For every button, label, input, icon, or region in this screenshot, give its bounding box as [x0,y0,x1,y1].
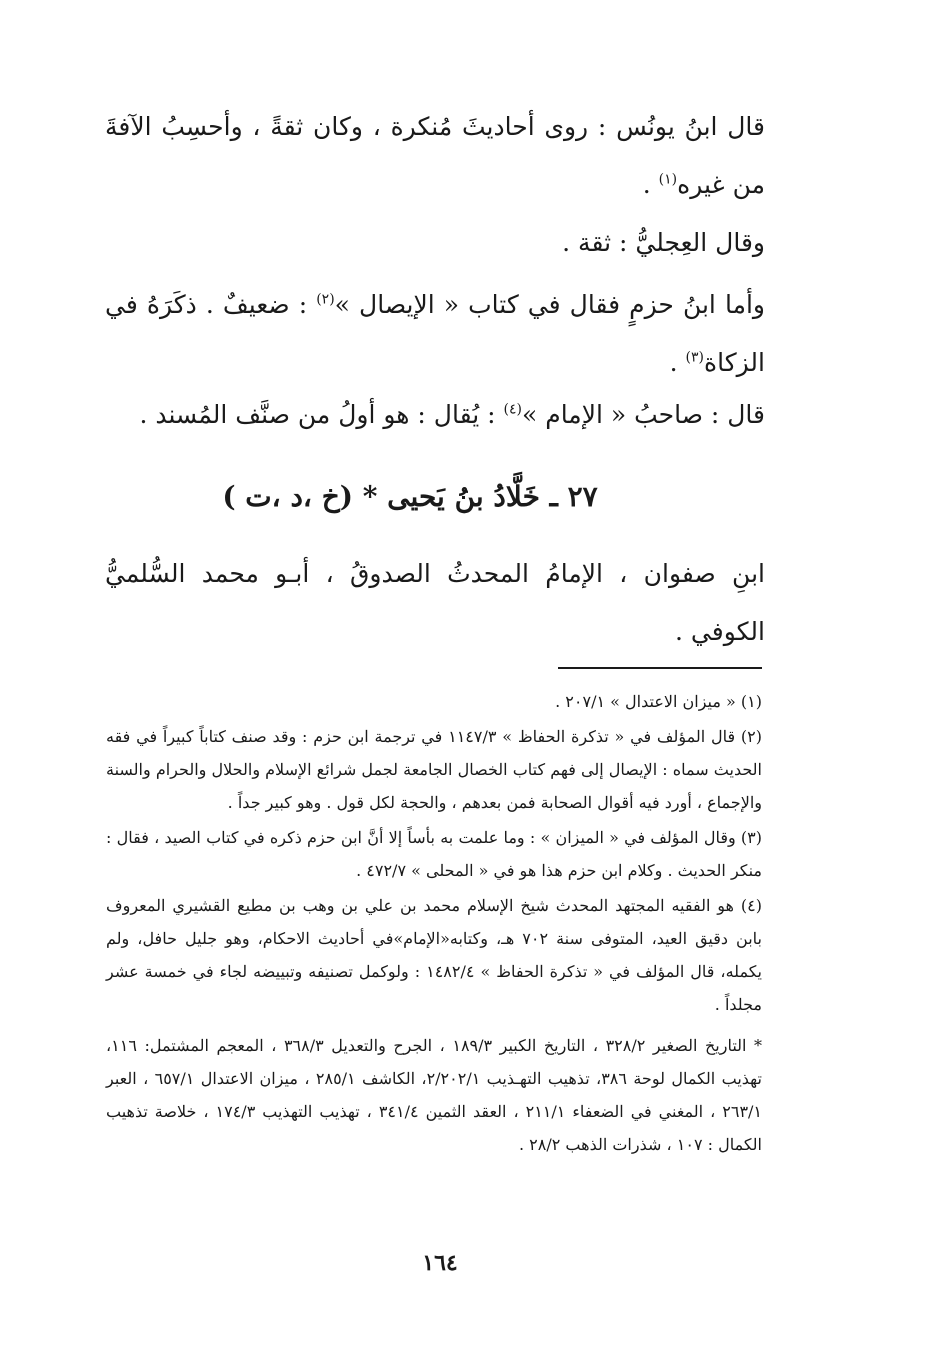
footnote-3: (٣) وقال المؤلف في « الميزان » : وما علمت به بأساً إلا أنَّ ابن حزم ذكره في كتاب الصيد ، فقال : منكر الحديث . وكلام ابن حزم هذا هو في « المحلى » ٤٧٢/٧ . [106,828,762,880]
footnote-2: (٢) قال المؤلف في « تذكرة الحفاظ » ١١٤٧/٣ في ترجمة ابن حزم : وقد صنف كتاباً كبيراً في فقه الحديث سماه : الإيصال إلى فهم كتاب الخصال الجامعة لجمل شرائع الإسلام والحلال والحرام والسنة والإجماع ، أورد فيه أقوال الصحابة فمن بعدهم ، والحجة لكل قول . وهو كبير جداً . [106,727,762,812]
paragraph-ijli: وقال العِجليُّ : ثقة . [562,228,765,257]
paragraph-text: قال ابنُ يونُس : روى أحاديثَ مُنكرة ، وكان ثقةً ، وأحسِبُ الآفةَ من غيره [105,112,765,199]
footnotes-section [106,685,762,1163]
paragraph-ibn-yunus [105,98,765,214]
paragraph-imam [105,386,765,444]
paragraph-text: قال : صاحبُ « الإمام » [521,400,765,429]
footnote-4: (٤) هو الفقيه المجتهد المحدث شيخ الإسلام محمد بن علي بن وهب بن مطيع القشيري المعروف بابن دقيق العيد، المتوفى سنة ٧٠٢ هـ، وكتابه«الإمام»في أحاديث الاحكام، وهو جليل حافل، ولم يكمله، قال المؤلف في « تذكرة الحفاظ » ١٤٨٢/٤ : ولوكمل تصنيفه وتبييضه لجاء في خمسة عشر مجلداً . [106,896,762,1014]
page-number [0,1250,940,1276]
paragraph-entry-body: ابنِ صفوان ، الإمامُ المحدثُ الصدوقُ ، أبـو محمد السُّلميُّ الكوفي . [105,559,765,646]
sources-list: * التاريخ الصغير ٣٢٨/٢ ، التاريخ الكبير ١٨٩/٣ ، الجرح والتعديل ٣٦٨/٣ ، المعجم المشتمل: ١١٦، تهذيب الكمال لوحة ٣٨٦، تذهيب التهـذيب ٢/٢٠٢/١، الكاشف ٢٨٥/١ ، ميزان الاعتدال ٦٥٧/١ ، العبر ٢٦٣/١ ، المغني في الضعفاء ٢١١/١ ، العقد الثمين ٣٤١/٤ ، تهذيب التهذيب ١٧٤/٣ ، خلاصة تذهيب الكمال : ١٠٧ ، شذرات الذهب ٢٨/٢ . [106,1036,763,1154]
paragraph-text: : يُقال : هو أولُ من صنَّف المُسند . [139,400,504,429]
footnote-ref-1[interactable]: (١) [658,171,678,188]
entry-heading-text: ٢٧ ـ خَلَّادُ بنُ يَحيى * (خ ،د ،ت ) [222,480,598,513]
footnote-ref-4[interactable]: (٤) [503,401,522,418]
footnote-ref-3[interactable]: (٣) [685,349,705,366]
paragraph-end: . [669,348,686,377]
paragraph-text: : ضعيفٌ . ذكَرَهُ في الزكاة [105,290,765,377]
footnote-divider [558,667,762,669]
page-number-text: ١٦٤ [422,1250,458,1276]
footnote-ref-2[interactable]: (٢) [316,291,335,308]
paragraph-end: . [642,170,659,199]
paragraph-ibn-hazm [105,276,765,392]
paragraph-text: وأما ابنُ حزمٍ فقال في كتاب « الإيصال » [334,290,765,319]
footnote-1: (١) « ميزان الاعتدال » ٢٠٧/١ . [555,692,762,711]
entry-heading [0,472,940,522]
